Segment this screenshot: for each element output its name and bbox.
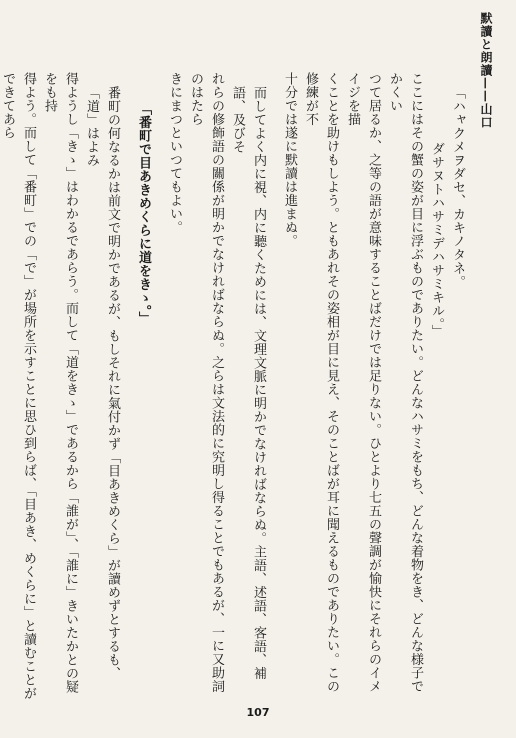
- text-column: 番町の何なるかは前文で明かであるが、もしそれに氣付かず「目あきめくら」が讀めずとするも、「道」はよみ: [84, 86, 120, 680]
- running-head: 默讀と朗讀——山口: [479, 12, 493, 129]
- page-number: 107: [246, 706, 270, 719]
- quoted-verse-line-1: 「ハャクメヲダセ、カキノタネ。: [450, 86, 465, 289]
- text-column: 得ようし「きゝ」はわかるであらう。而して「道をきゝ」であるから「誰が」、「誰に」きいたかとの疑をも持: [42, 72, 78, 694]
- text-column: 得よう。而して「番町」での「で」が場所を示すことに思ひ到らば、「目あき、めくらに」と讀むことができてあら: [0, 72, 36, 700]
- vertical-text-body: [0, 72, 468, 702]
- text-column: れらの修飾語の關係が明かでなければならぬ。之らは文法的に究明し得ることでもあるが、一に又助詞のはたら: [188, 72, 224, 693]
- text-column: つて居るか、之等の語が意味することばだけでは足りない。ひとより七五の聲調が愉快にそれらのイメイジを描: [345, 72, 381, 693]
- quoted-verse-line-2: ダサヌトハサミデハサミキル。」: [429, 142, 444, 338]
- text-column: 而してよく内に視、内に聽くためには、文理文脈に明かでなければならぬ。主語、述語、客語、補語、及びそ: [230, 86, 266, 680]
- text-column: くことを助けもしよう。ともあれその姿相が目に見え、そのことばが耳に聞えるものでありたい。この修練が不: [303, 72, 339, 693]
- text-column: ここにはその蟹の姿が目に浮ぶものでありたい。どんなハサミをもち、どんな着物をき、どんな様子でかくい: [387, 72, 423, 693]
- text-column: 十分では遂に默讀は進まぬ。: [282, 72, 297, 248]
- quoted-example-heading: 「番町で目あきめくらに道をきゝ。」: [136, 102, 151, 325]
- text-column: きにまつといつてもよい。: [167, 72, 182, 234]
